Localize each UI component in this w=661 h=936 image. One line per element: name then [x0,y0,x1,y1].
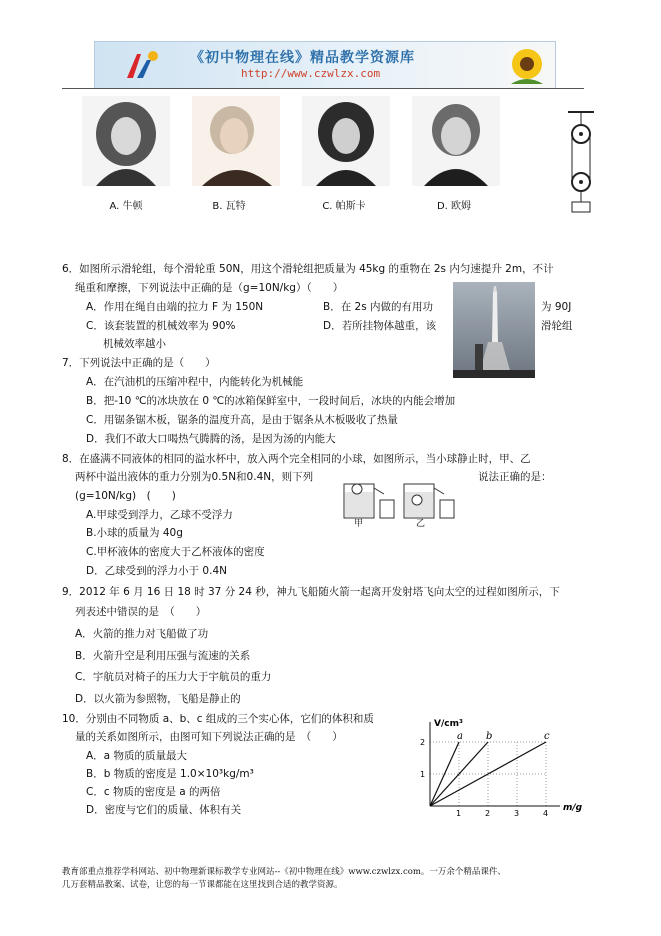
portrait-caption-b: B. 瓦特 [212,201,246,212]
portrait-ohm [412,96,500,186]
q10-stem-1: 10．分别由不同物质 a、b、c 组成的三个实心体，它们的体积和质 [62,713,374,725]
q8-option-d[interactable]: D．乙球受到的浮力小于 0.4N [86,565,227,577]
chart-ylabel: V/cm³ [434,719,463,729]
q8-stem-3: (g=10N/kg) ( ) [75,490,176,502]
q10-stem-2: 量的关系如图所示，由图可知下列说法正确的是 （ ） [75,731,343,743]
q6-option-a[interactable]: A．作用在绳自由端的拉力 F 为 150N [86,301,264,313]
q6-option-c[interactable]: C．该套装置的机械效率为 90% [86,320,236,332]
q7-option-c[interactable]: C．用锯条锯木板，锯条的温度升高，是由于锯条从木板吸收了热量 [86,414,398,426]
chart-y-tick-2: 2 [420,738,426,747]
chart-y-tick-1: 1 [420,770,426,779]
q6-option-b[interactable]: B．在 2s 内做的有用功 [323,301,434,313]
q8-option-c[interactable]: C.甲杯液体的密度大于乙杯液体的密度 [86,546,265,558]
rocket-launch-photo [453,282,535,378]
q10-option-c[interactable]: C．c 物质的密度是 a 的两倍 [86,786,221,798]
chart-x-tick-4: 4 [543,809,549,818]
chart-series-label-b: b [486,731,493,742]
q7-option-a[interactable]: A．在汽油机的压缩冲程中，内能转化为机械能 [86,376,304,388]
q10-option-b[interactable]: B．b 物质的密度是 1.0×10³kg/m³ [86,768,254,780]
footer-line-2: 几万套精品教案、试卷，让您的每一节课都能在这里找到合适的教学资源。 [62,880,343,890]
portrait-watt [192,96,280,186]
q6-option-d[interactable]: D．若所挂物体越重，该 [323,320,437,332]
cup-label-jia: 甲 [354,519,364,529]
q7-option-b[interactable]: B．把-10 ℃的冰块放在 0 ℃的冰箱保鲜室中，一段时间后，冰块的内能会增加 [86,395,456,407]
q6-stem-2: 绳重和摩擦，下列说法中正确的是（g=10N/kg）（ ） [75,282,344,294]
q10-option-d[interactable]: D．密度与它们的质量、体积有关 [86,804,242,816]
q6-stem-1: 6．如图所示滑轮组，每个滑轮重 50N，用这个滑轮组把质量为 45kg 的重物在 2s 内匀速提升 2m，不计 [62,263,554,275]
chart-x-tick-3: 3 [514,809,520,818]
q8-option-b[interactable]: B.小球的质量为 40g [86,527,183,539]
q10-option-a[interactable]: A．a 物质的质量最大 [86,750,187,762]
sunflower-icon [505,44,549,86]
chart-x-tick-2: 2 [485,809,491,818]
q9-stem-1: 9．2012 年 6 月 16 日 18 时 37 分 24 秒，神九飞船随火箭一起离开发射塔飞向太空的过程如图所示，下 [62,586,560,598]
banner-url[interactable]: http://www.czwlzx.com [241,67,381,80]
portrait-caption-a: A. 牛顿 [109,201,143,212]
cup-label-yi: 乙 [416,519,426,529]
q8-option-a[interactable]: A.甲球受到浮力，乙球不受浮力 [86,509,233,521]
footer-line-1: 教育部重点推荐学科网站、初中物理新课标教学专业网站--《初中物理在线》www.czwlzx.com。一万余个精品课件、 [62,867,506,877]
portrait-newton [82,96,170,186]
chart-series-label-c: c [544,731,550,742]
chart-series-label-a: a [457,731,463,742]
chart-x-tick-1: 1 [456,809,462,818]
q7-stem: 7．下列说法中正确的是（ ） [62,357,216,369]
site-logo-icon [123,48,161,82]
q9-option-a[interactable]: A．火箭的推力对飞船做了功 [75,628,209,640]
q8-stem-2-tail: 说法正确的是： [478,471,552,483]
portrait-caption-d: D. 欧姆 [436,201,472,212]
q7-option-d[interactable]: D．我们不敢大口喝热气腾腾的汤，是因为汤的内能大 [86,433,336,445]
page-footer [62,866,602,892]
q9-option-c[interactable]: C．宇航员对椅子的压力大于宇航员的重力 [75,671,272,683]
q9-option-d[interactable]: D．以火箭为参照物，飞船是静止的 [75,693,241,705]
q8-stem-1: 8．在盛满不同液体的相同的溢水杯中，放入两个完全相同的小球，如图所示，当小球静止时，甲、乙 [62,453,531,465]
q8-stem-2: 两杯中溢出液体的重力分别为0.5N和0.4N，则下列 [75,471,314,483]
portrait-caption-c: C. 帕斯卡 [322,201,366,212]
banner-title: 《初中物理在线》精品教学资源库 [190,50,415,66]
header-banner [94,41,556,89]
header-divider [62,88,584,89]
q6-option-d-cont: 机械效率越小 [103,338,166,350]
mass-volume-chart [410,716,590,822]
chart-xlabel: m/g [563,803,583,813]
portrait-pascal [302,96,390,186]
q6-option-d-tail: 滑轮组 [541,320,573,332]
pulley-diagram [566,110,596,216]
q6-option-b-tail: 为 90J [541,301,572,313]
q9-stem-2: 列表述中错误的是 （ ） [75,606,207,618]
q9-option-b[interactable]: B．火箭升空是利用压强与流速的关系 [75,650,251,662]
